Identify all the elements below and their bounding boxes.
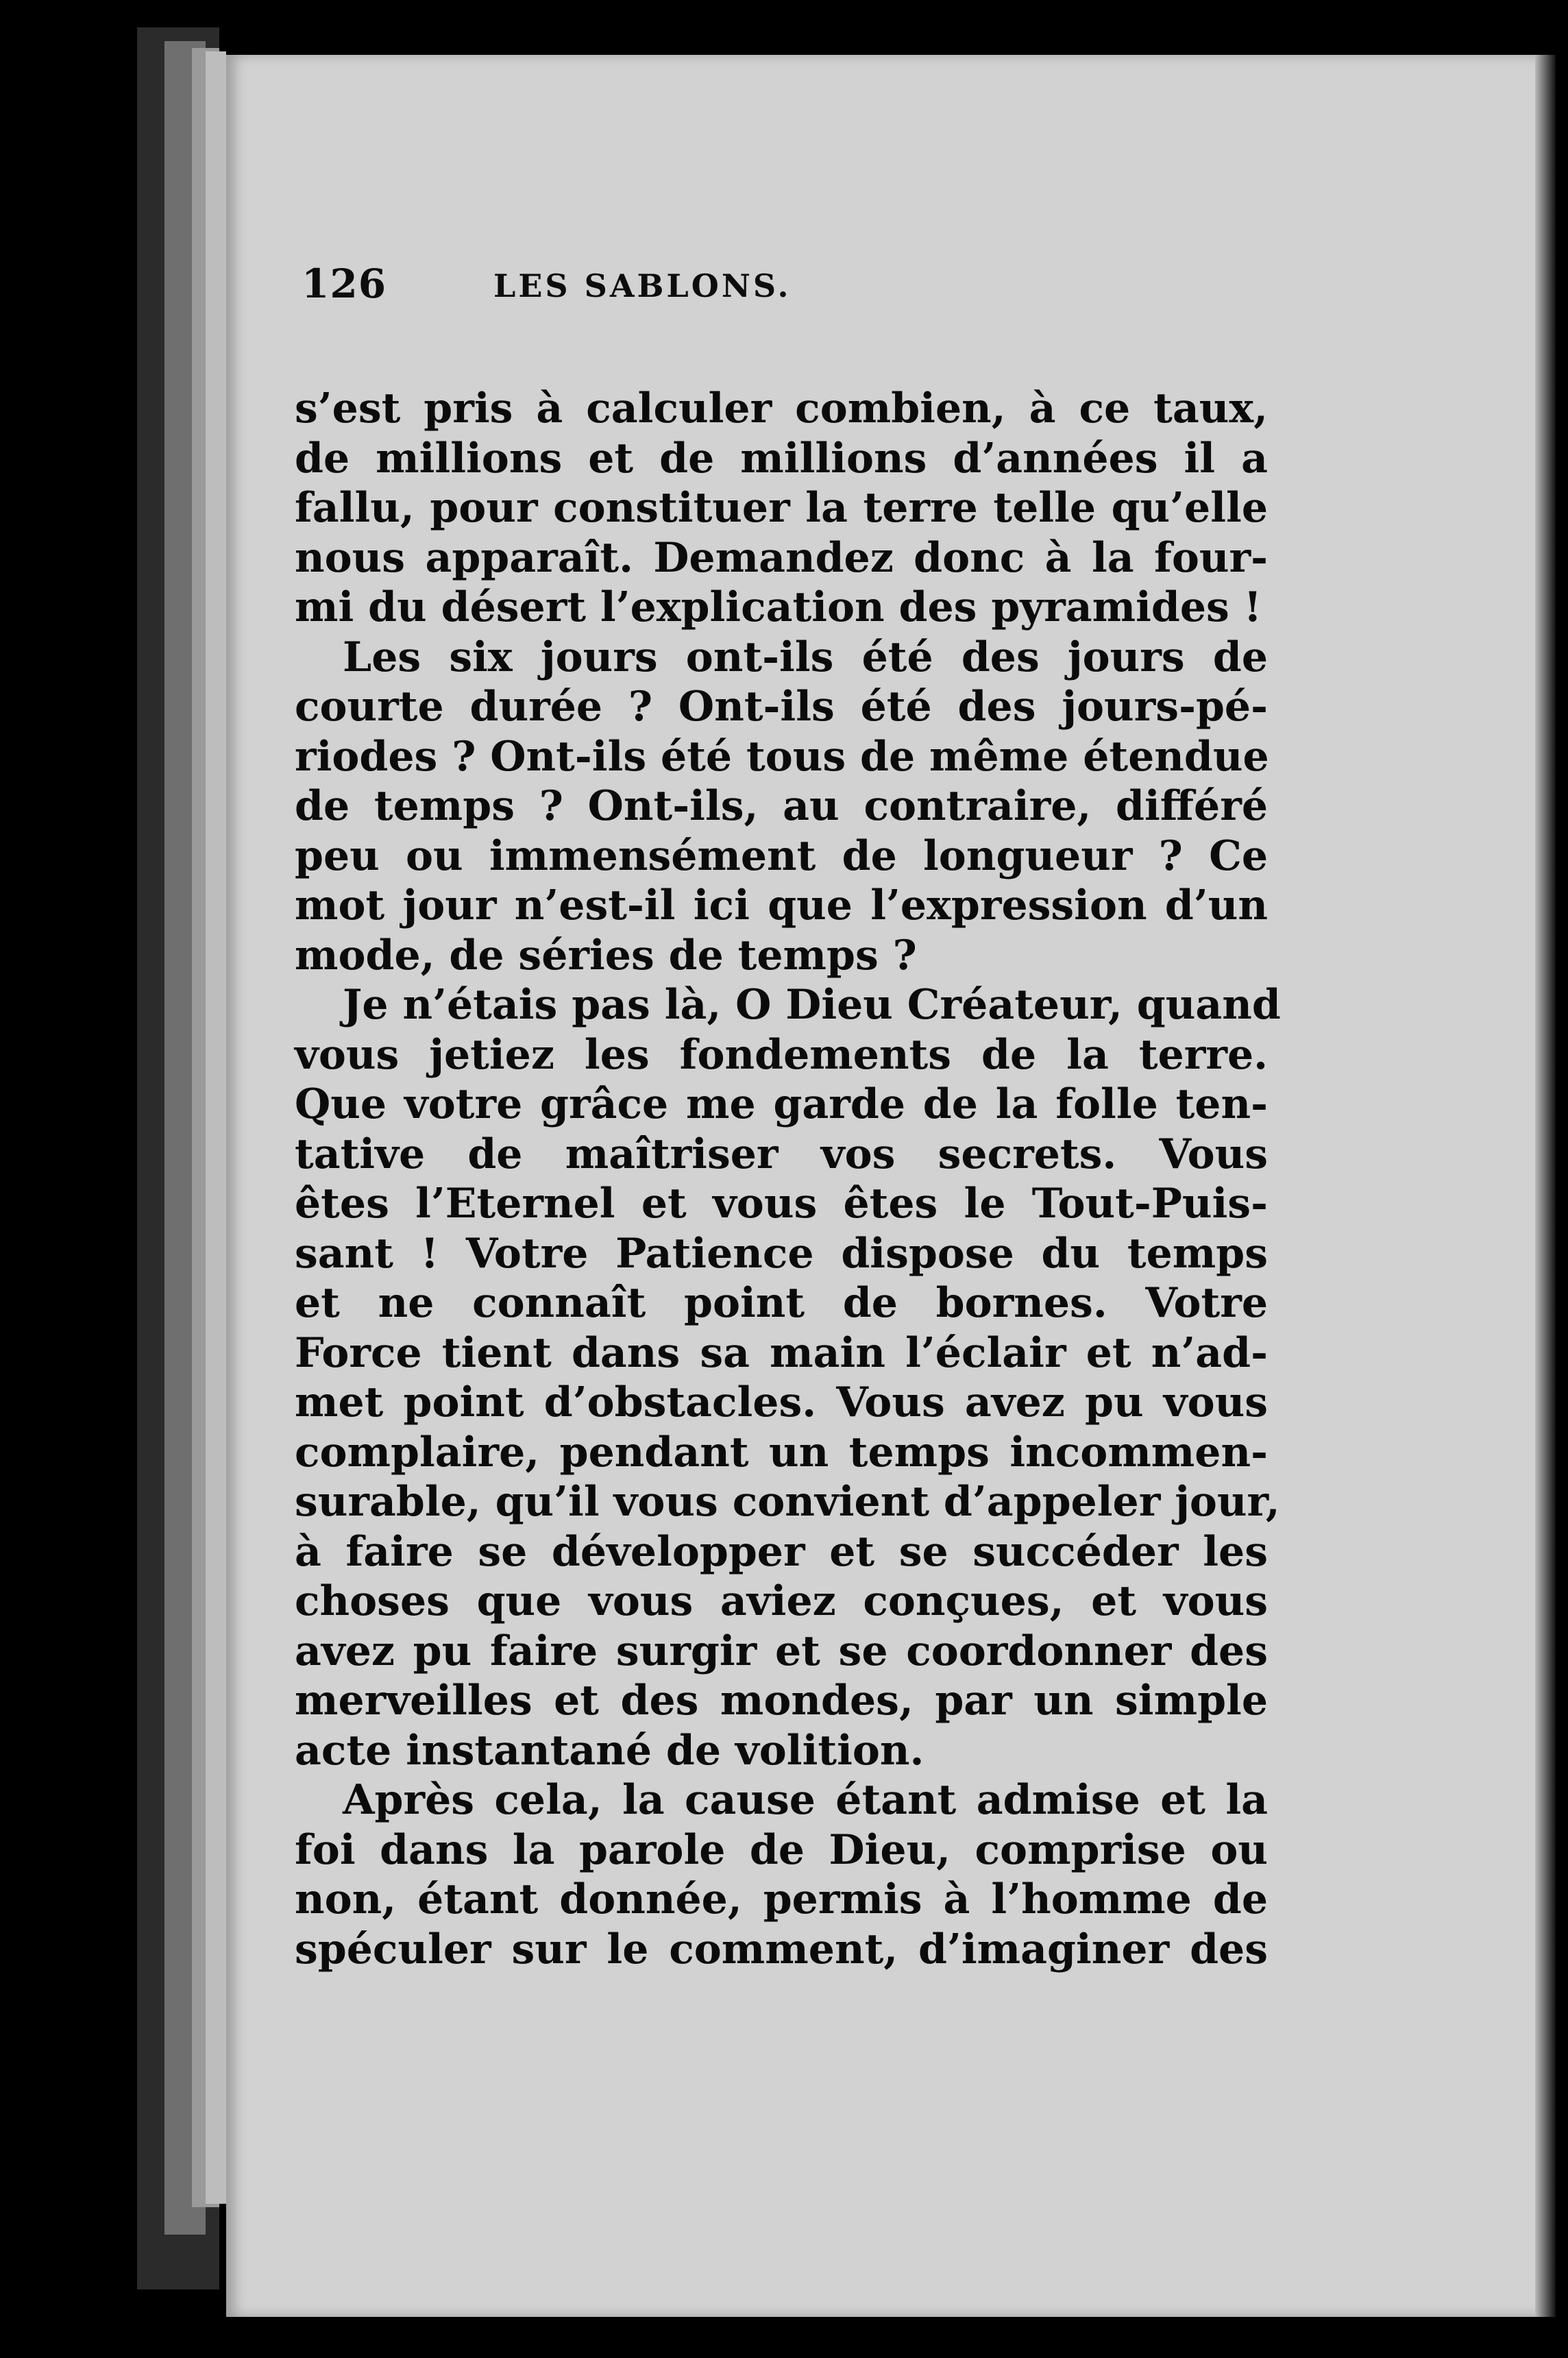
text-line: avez pu faire surgir et se coordonner des xyxy=(295,1627,1268,1675)
text-line: fallu, pour constituer la terre telle qu’elle xyxy=(295,484,1268,532)
text-line: mode, de séries de temps ? xyxy=(295,931,917,980)
text-line: tative de maîtriser vos secrets. Vous xyxy=(295,1130,1268,1178)
text-line: Que votre grâce me garde de la folle ten- xyxy=(295,1080,1268,1128)
text-line: sant ! Votre Patience dispose du temps xyxy=(295,1229,1268,1278)
text-line: à faire se développer et se succéder les xyxy=(295,1527,1268,1576)
page-number: 126 xyxy=(302,260,387,307)
text-line: vous jetiez les fondements de la terre. xyxy=(295,1030,1268,1079)
text-line: s’est pris à calculer combien, à ce taux, xyxy=(295,385,1268,433)
text-line: courte durée ? Ont-ils été des jours-pé- xyxy=(295,683,1268,731)
page-gutter-shadow xyxy=(1535,55,1556,2317)
text-line: non, étant donnée, permis à l’homme de xyxy=(295,1875,1268,1923)
text-line: met point d’obstacles. Vous avez pu vous xyxy=(295,1378,1268,1426)
text-line: nous apparaît. Demandez donc à la four- xyxy=(295,533,1268,582)
text-line: mi du désert l’explication des pyramides ! xyxy=(295,583,1262,631)
text-line: merveilles et des mondes, par un simple xyxy=(295,1677,1268,1725)
text-line: Je n’étais pas là, O Dieu Créateur, quand xyxy=(343,981,1281,1029)
text-line: foi dans la parole de Dieu, comprise ou xyxy=(295,1825,1268,1874)
text-line: Après cela, la cause étant admise et la xyxy=(343,1776,1268,1824)
text-line: êtes l’Eternel et vous êtes le Tout-Puis- xyxy=(295,1180,1268,1228)
book-edge xyxy=(206,51,226,2204)
text-line: surable, qu’il vous convient d’appeler jour, xyxy=(295,1478,1280,1526)
text-line: spéculer sur le comment, d’imaginer des xyxy=(295,1925,1268,1973)
running-head: LES SABLONS. xyxy=(493,267,792,304)
text-line: choses que vous aviez conçues, et vous xyxy=(295,1577,1268,1625)
page-header xyxy=(302,260,1117,322)
body-text xyxy=(295,384,1281,1974)
text-line: Les six jours ont-ils été des jours de xyxy=(343,633,1268,681)
text-line: et ne connaît point de bornes. Votre xyxy=(295,1279,1268,1327)
text-line: peu ou immensément de longueur ? Ce xyxy=(295,831,1268,880)
text-line: Force tient dans sa main l’éclair et n’ad- xyxy=(295,1328,1268,1377)
text-line: acte instantané de volition. xyxy=(295,1726,924,1775)
text-line: riodes ? Ont-ils été tous de même étendue xyxy=(295,732,1269,781)
text-line: mot jour n’est-il ici que l’expression d’un xyxy=(295,882,1268,929)
text-line: de millions et de millions d’années il a xyxy=(295,434,1268,483)
text-line: complaire, pendant un temps incommen- xyxy=(295,1428,1268,1476)
text-line: de temps ? Ont-ils, au contraire, différé xyxy=(295,782,1268,830)
